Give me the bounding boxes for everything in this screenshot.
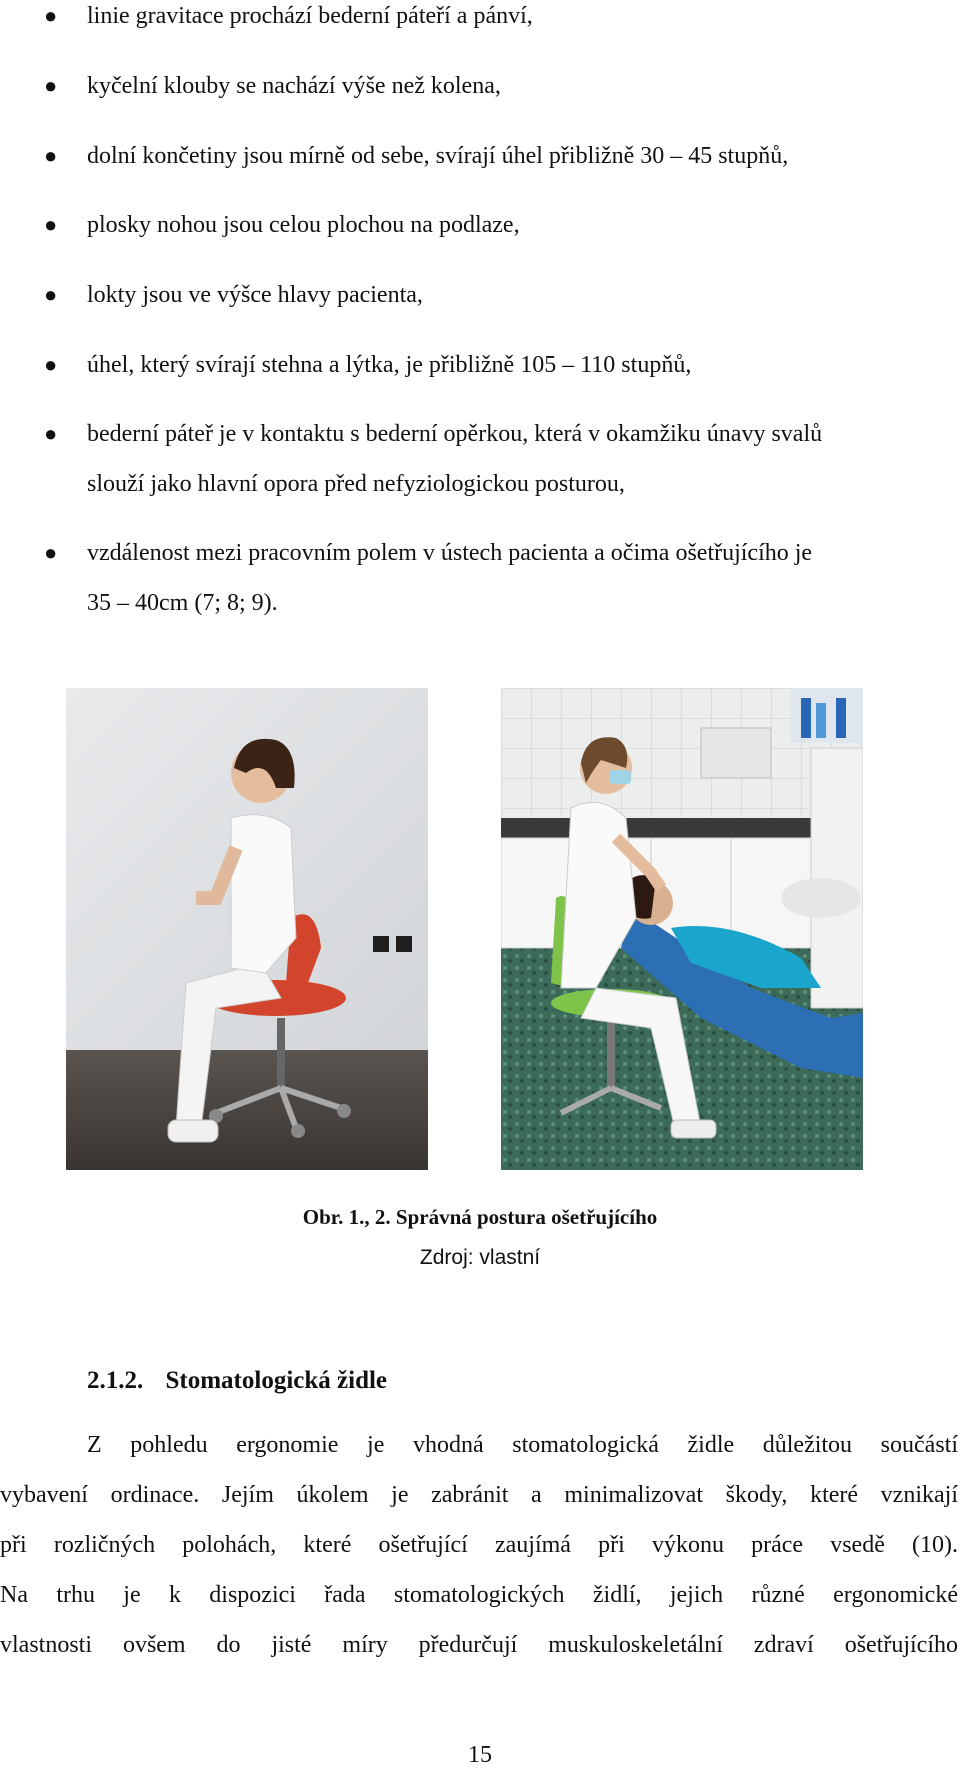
bullet-icon: ● (44, 421, 58, 446)
section-title: Stomatologická židle (165, 1367, 388, 1394)
bullet-text: linie gravitace prochází bederní páteří a pánví, (87, 3, 533, 29)
bullet-icon: ● (44, 282, 58, 307)
bullet-icon: ● (44, 73, 58, 98)
bullet-icon: ● (44, 540, 58, 565)
bullet-text: bederní páteř je v kontaktu s bederní opěrkou, která v okamžiku únavy svalů (87, 421, 823, 447)
bullet-icon: ● (44, 212, 58, 237)
bullet-text: vzdálenost mezi pracovním polem v ústech pacienta a očima ošetřujícího je (87, 540, 813, 566)
page-number: 15 (468, 1742, 492, 1768)
bullet-text: plosky nohou jsou celou plochou na podlaze, (87, 212, 520, 238)
photo-treatment-posture-illustration (501, 688, 863, 1170)
bullet-icon: ● (44, 352, 58, 377)
bullet-text: dolní končetiny jsou mírně od sebe, svírají úhel přibližně 30 – 45 stupňů, (87, 143, 789, 169)
paragraph-line: vlastnosti ovšem do jisté míry předurčují muskuloskeletální zdraví ošetřujícího (0, 1632, 958, 1658)
figure-source: Zdroj: vlastní (419, 1246, 541, 1269)
bullet-text: kyčelní klouby se nachází výše než kolena, (87, 73, 501, 99)
paragraph-line: vybavení ordinace. Jejím úkolem je zabránit a minimalizovat škody, které vznikají (0, 1482, 958, 1508)
bullet-icon: ● (44, 3, 58, 28)
figure-caption: Obr. 1., 2. Správná postura ošetřujícího (302, 1205, 658, 1229)
bullet-text-continued: slouží jako hlavní opora před nefyziologickou posturou, (87, 471, 625, 497)
section-heading (87, 1367, 387, 1395)
paragraph-line: při rozličných polohách, které ošetřující zaujímá při výkonu práce vsedě (10). (0, 1532, 958, 1558)
section-number: 2.1.2. (87, 1367, 144, 1394)
bullet-text: lokty jsou ve výšce hlavy pacienta, (87, 282, 423, 308)
bullet-icon: ● (44, 143, 58, 168)
photo-seated-posture-illustration (66, 688, 428, 1170)
bullet-text-continued: 35 – 40cm (7; 8; 9). (87, 590, 278, 616)
paragraph-line: Z pohledu ergonomie je vhodná stomatologická židle důležitou součástí (87, 1432, 958, 1458)
bullet-text: úhel, který svírají stehna a lýtka, je přibližně 105 – 110 stupňů, (87, 352, 692, 378)
photo-treatment-posture (501, 688, 863, 1170)
paragraph-line: Na trhu je k dispozici řada stomatologických židlí, jejich různé ergonomické (0, 1582, 958, 1608)
photo-seated-posture (66, 688, 428, 1170)
